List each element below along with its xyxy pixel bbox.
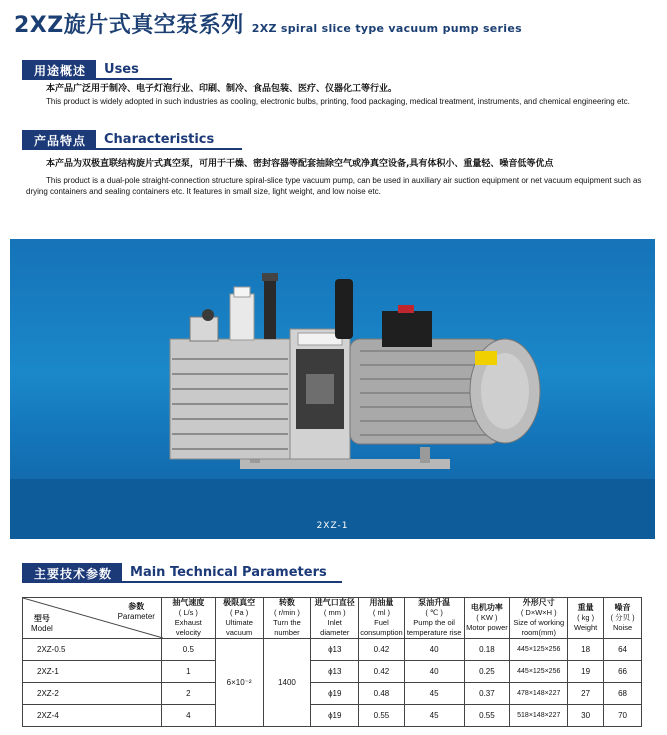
cell-noise: 70 [604,705,642,727]
cell-size: 518×148×227 [510,705,568,727]
table-row [23,639,642,661]
uses-text-en: This product is widely adopted in such industries as cooling, electronic bulbs, printing, food packaging, medical treatment, instruments, and chemical engineering etc. [46,97,630,106]
uses-heading-cn: 用途概述 [22,60,96,80]
uses-heading-en: Uses [96,60,172,80]
cell-temp: 40 [404,661,464,683]
cell-power: 0.18 [464,639,510,661]
cell-temp: 45 [404,683,464,705]
cell-power: 0.25 [464,661,510,683]
col-header-temp: 泵油升温 ( ℃ ) Pump the oil temperature rise [404,598,464,639]
col-header-weight: 重量 ( kg ) Weight [568,598,604,639]
cell-noise: 64 [604,639,642,661]
params-table [22,597,642,727]
col-header-inlet: 进气口直径 ( mm ) Inlet diameter [311,598,359,639]
col-header-vacuum: 极限真空 ( Pa ) Ultimate vacuum [215,598,263,639]
cell-inlet: ϕ19 [311,683,359,705]
cell-fuel: 0.48 [359,683,405,705]
params-table-wrap [22,597,642,727]
cell-noise: 66 [604,661,642,683]
cell-model: 2XZ-1 [23,661,162,683]
cell-power: 0.55 [464,705,510,727]
table-row [23,705,642,727]
uses-heading [22,60,172,80]
cell-temp: 40 [404,639,464,661]
cell-size: 445×125×256 [510,661,568,683]
photo-caption: 2XZ-1 [316,521,349,531]
cell-exhaust: 4 [161,705,215,727]
cell-model: 2XZ-4 [23,705,162,727]
cell-exhaust: 1 [161,661,215,683]
col-header-noise: 噪音 ( 分贝 ) Noise [604,598,642,639]
col-header-power: 电机功率 ( KW ) Motor power [464,598,510,639]
cell-fuel: 0.42 [359,639,405,661]
product-photo [10,239,655,539]
cell-noise: 68 [604,683,642,705]
params-heading-cn: 主要技术参数 [22,563,122,583]
cell-exhaust: 0.5 [161,639,215,661]
cell-fuel: 0.42 [359,661,405,683]
title-main: 2XZ旋片式真空泵系列 [14,13,244,38]
cell-weight: 19 [568,661,604,683]
cell-exhaust: 2 [161,683,215,705]
cell-inlet: ϕ19 [311,705,359,727]
characteristics-text-en: This product is a dual-pole straight-connection structure spiral-slice type vacuum pump, can be used in auxiliary air suction equipment or net vacuum equipment such as drying containers and sealing containers etc. It features in small size, light weight, and low noise etc. [26,176,642,196]
table-row [23,683,642,705]
uses-text-cn: 本产品广泛用于制冷、电子灯泡行业、印刷、制冷、食品包装、医疗、仪器化工等行业。 [46,84,398,94]
cell-model: 2XZ-0.5 [23,639,162,661]
cell-fuel: 0.55 [359,705,405,727]
table-row [23,661,642,683]
characteristics-heading [22,130,242,150]
cell-inlet: ϕ13 [311,661,359,683]
cell-size: 445×125×256 [510,639,568,661]
cell-inlet: ϕ13 [311,639,359,661]
col-header-fuel: 用油量 ( ml ) Fuel consumption [360,598,403,637]
table-header-row [23,598,642,639]
cell-ultimate-vacuum: 6×10⁻² [215,639,263,727]
cell-model: 2XZ-2 [23,683,162,705]
characteristics-heading-en: Characteristics [96,130,242,150]
params-heading-en: Main Technical Parameters [122,563,342,583]
col-header-size: 外形尺寸 ( D×W×H ) Size of working room(mm) [510,598,568,639]
cell-rotation: 1400 [263,639,311,727]
corner-header-cell [23,598,162,639]
cell-weight: 18 [568,639,604,661]
col-header-rotation: 转数 ( r/min ) Turn the number [263,598,311,639]
title-sub: 2XZ spiral slice type vacuum pump series [251,22,522,35]
vacuum-pump-illustration [160,259,550,489]
params-heading [22,563,342,583]
cell-size: 478×148×227 [510,683,568,705]
cell-temp: 45 [404,705,464,727]
characteristics-heading-cn: 产品特点 [22,130,96,150]
cell-weight: 30 [568,705,604,727]
page-title [14,8,522,38]
cell-power: 0.37 [464,683,510,705]
col-header-exhaust: 抽气速度 ( L/s ) Exhaust velocity [161,598,215,639]
cell-weight: 27 [568,683,604,705]
corner-parameter-label: 参数 Parameter [117,602,155,621]
characteristics-text-cn: 本产品为双极直联结构旋片式真空泵，可用于干燥、密封容器等配套抽除空气或净真空设备,具有体积小、重量轻、噪音低等优点 [46,159,554,169]
corner-model-label: 型号 Model [31,614,53,633]
